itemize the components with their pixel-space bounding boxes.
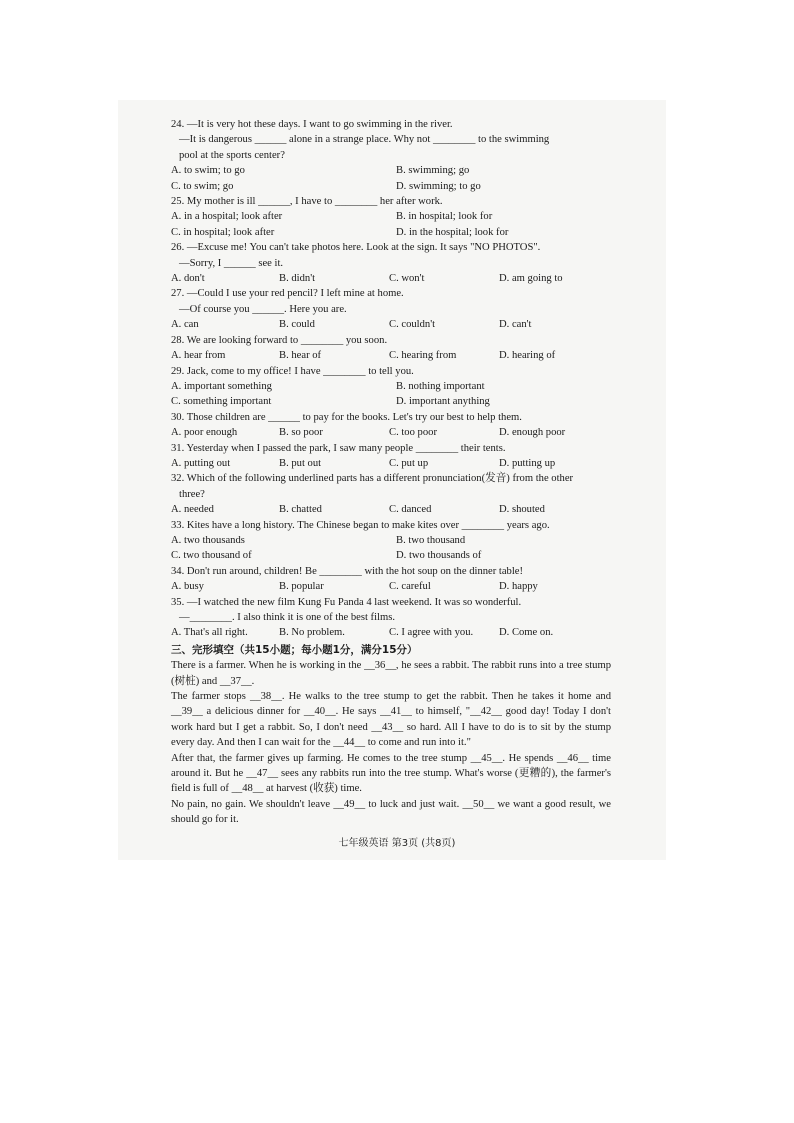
answer-option[interactable]: B. so poor (279, 427, 323, 439)
question-stem: 29. Jack, come to my office! I have ________ to tell you. (171, 365, 414, 377)
answer-option[interactable]: C. hearing from (389, 350, 457, 362)
answer-option[interactable]: D. in the hospital; look for (396, 226, 509, 238)
options-row (171, 348, 611, 363)
answer-option[interactable]: B. in hospital; look for (396, 211, 493, 223)
options-row (171, 271, 611, 286)
question-list (171, 117, 611, 641)
question-35 (171, 595, 611, 641)
options-row (171, 456, 611, 471)
answer-option[interactable]: D. enough poor (499, 427, 566, 439)
question-25 (171, 194, 611, 240)
question-stem: 26. —Excuse me! You can't take photos here. Look at the sign. It says "NO PHOTOS". (171, 242, 541, 254)
question-30 (171, 410, 611, 441)
answer-option[interactable]: D. putting up (499, 457, 556, 469)
question-26 (171, 240, 611, 286)
options-row (171, 579, 611, 594)
answer-option[interactable]: C. too poor (389, 427, 437, 439)
question-stem: 27. —Could I use your red pencil? I left mine at home. (171, 288, 404, 300)
answer-option[interactable]: D. two thousands of (396, 550, 482, 562)
passage-paragraph: After that, the farmer gives up farming. He comes to the tree stump __45__. He spends __46__ time around it. But he __47__ sees any rabbits run into the tree stump. What's worse (更糟的), the farmer's field is full of __48__ at harvest (收获) time. (171, 752, 611, 795)
section-title: 三、完形填空（共15小题；每小题1分，满分15分） (171, 643, 418, 656)
question-stem: 25. My mother is ill ______, I have to ________ her after work. (171, 196, 443, 208)
question-stem: 32. Which of the following underlined parts has a different pronunciation(发音) from the other (171, 473, 574, 485)
answer-option[interactable]: B. two thousand (396, 534, 466, 546)
answer-option[interactable]: D. shouted (499, 504, 545, 516)
answer-option[interactable]: C. I agree with you. (389, 627, 474, 639)
answer-option[interactable]: A. can (171, 319, 199, 331)
question-stem-continuation: pool at the sports center? (179, 149, 285, 161)
answer-option[interactable]: A. to swim; to go (171, 165, 245, 177)
answer-option[interactable]: C. two thousand of (171, 550, 252, 562)
answer-option[interactable]: A. That's all right. (171, 627, 248, 639)
answer-option[interactable]: A. busy (171, 581, 204, 593)
answer-option[interactable]: C. something important (171, 396, 272, 408)
question-stem: 34. Don't run around, children! Be ________ with the hot soup on the dinner table! (171, 565, 524, 577)
answer-option[interactable]: B. didn't (279, 273, 316, 285)
answer-option[interactable]: D. important anything (396, 396, 490, 408)
question-31 (171, 441, 611, 472)
answer-option[interactable]: D. swimming; to go (396, 180, 481, 192)
answer-option[interactable]: B. nothing important (396, 380, 485, 392)
answer-option[interactable]: A. don't (171, 273, 205, 285)
question-stem: 30. Those children are ______ to pay for the books. Let's try our best to help them. (171, 411, 522, 423)
answer-option[interactable]: B. chatted (279, 504, 322, 516)
answer-option[interactable]: B. could (279, 319, 315, 331)
passage-paragraph: There is a farmer. When he is working in the __36__, he sees a rabbit. The rabbit runs into a tree stump (树桩) and __37__. (171, 660, 611, 687)
options-row (171, 225, 611, 240)
answer-option[interactable]: C. put up (389, 457, 429, 469)
answer-option[interactable]: C. in hospital; look after (171, 226, 275, 238)
answer-option[interactable]: D. happy (499, 581, 538, 593)
cloze-passage (171, 658, 611, 827)
answer-option[interactable]: A. needed (171, 504, 214, 516)
answer-option[interactable]: A. important something (171, 380, 272, 392)
question-28 (171, 333, 611, 364)
question-stem: 28. We are looking forward to ________ you soon. (171, 334, 388, 346)
options-row (171, 625, 611, 640)
question-stem-continuation: three? (179, 488, 205, 500)
answer-option[interactable]: B. popular (279, 581, 324, 593)
answer-option[interactable]: A. poor enough (171, 427, 238, 439)
answer-option[interactable]: B. swimming; go (396, 165, 470, 177)
options-row (171, 548, 611, 563)
options-row (171, 179, 611, 194)
options-row (171, 425, 611, 440)
question-32 (171, 471, 611, 517)
exam-content (171, 117, 611, 828)
options-row (171, 379, 611, 394)
options-row (171, 163, 611, 178)
question-stem: 35. —I watched the new film Kung Fu Panda 4 last weekend. It was so wonderful. (171, 596, 522, 608)
answer-option[interactable]: D. am going to (499, 273, 563, 285)
options-row (171, 317, 611, 332)
options-row (171, 533, 611, 548)
answer-option[interactable]: C. careful (389, 581, 431, 593)
answer-option[interactable]: A. two thousands (171, 534, 245, 546)
answer-option[interactable]: B. No problem. (279, 627, 345, 639)
question-27 (171, 286, 611, 332)
answer-option[interactable]: B. hear of (279, 350, 322, 362)
answer-option[interactable]: D. can't (499, 319, 532, 331)
answer-option[interactable]: C. danced (389, 504, 432, 516)
options-row (171, 394, 611, 409)
passage-paragraph: The farmer stops __38__. He walks to the tree stump to get the rabbit. Then he takes it home and __39__ a delicious dinner for __40__. He says __41__ to himself, "__42__ good day! Today I don't work hard but I get a rabbit. So, I don't need __43__ so hard. All I have to do is to sit by the stump every day. And then I can wait for the __44__ to come and run into it." (171, 691, 611, 749)
question-stem: 24. —It is very hot these days. I want to go swimming in the river. (171, 119, 453, 130)
question-29 (171, 364, 611, 410)
question-stem-continuation: —It is dangerous ______ alone in a strange place. Why not ________ to the swimming (179, 134, 550, 146)
answer-option[interactable]: C. to swim; go (171, 180, 234, 192)
answer-option[interactable]: C. won't (389, 273, 425, 285)
answer-option[interactable]: B. put out (279, 457, 322, 469)
answer-option[interactable]: C. couldn't (389, 319, 436, 331)
page-footer: 七年级英语 第3页 (共8页) (338, 838, 456, 849)
question-stem: 31. Yesterday when I passed the park, I saw many people ________ their tents. (171, 442, 506, 454)
options-row (171, 209, 611, 224)
question-stem-continuation: —Sorry, I ______ see it. (179, 257, 284, 269)
passage-paragraph: No pain, no gain. We shouldn't leave __49__ to luck and just wait. __50__ we want a good result, we should go for it. (171, 798, 611, 826)
answer-option[interactable]: A. hear from (171, 350, 226, 362)
question-24 (171, 117, 611, 194)
question-stem-continuation: —Of course you ______. Here you are. (179, 303, 347, 315)
answer-option[interactable]: D. hearing of (499, 350, 556, 362)
options-row (171, 502, 611, 517)
answer-option[interactable]: A. in a hospital; look after (171, 211, 283, 223)
answer-option[interactable]: D. Come on. (499, 627, 554, 639)
question-stem: 33. Kites have a long history. The Chinese began to make kites over ________ years ago. (171, 519, 550, 531)
answer-option[interactable]: A. putting out (171, 457, 231, 469)
question-34 (171, 564, 611, 595)
question-33 (171, 518, 611, 564)
question-stem-continuation: —________. I also think it is one of the best films. (179, 612, 395, 623)
